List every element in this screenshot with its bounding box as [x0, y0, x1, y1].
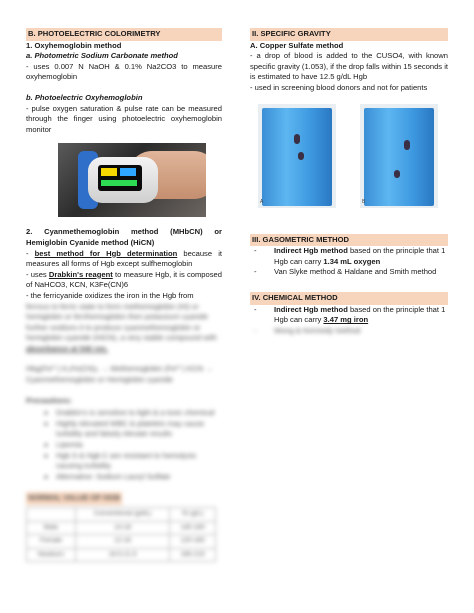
section-header-chemical: IV. CHEMICAL METHOD: [250, 292, 448, 305]
section-header-gasometric: III. GASOMETRIC METHOD: [250, 234, 448, 247]
formula-line-2: Cyanmethemoglobin or Hemiglobin cyanide: [26, 375, 173, 385]
photoelectric-text: - pulse oxygen saturation & pulse rate can be measured through the finger using photoelectric oxyhemoglobin monitor: [26, 103, 222, 134]
tube-a: A: [258, 104, 336, 208]
gasometric-item-2: - Van Slyke method & Haldane and Smith method: [254, 267, 437, 277]
normal-value-table: Conventional (g/dL) SI (g/L) Male 14-18 140-180 Female 12-16 120-160 Newborn 16.5-21.5 165-215: [26, 507, 216, 562]
drabkin-text: - uses Drabkin's reagent to measure Hgb, it is composed of NaHCO3, KCN, K3Fe(CN)6: [26, 269, 222, 290]
right-column: [250, 0, 448, 336]
table-row: Newborn 16.5-21.5 165-215: [27, 548, 216, 562]
section-header-photoelectric: B. PHOTOELECTRIC COLORIMETRY: [26, 28, 222, 41]
tube-b: B: [360, 104, 438, 208]
list-item: ◦ Lipemia: [56, 440, 222, 451]
chemical-item-1: - Indirect Hgb method based on the principle that 1 Hgb can carry 3.47 mg iron: [254, 304, 446, 325]
chemical-item-2: - Wong & Kennedy method: [254, 325, 361, 335]
oxyhemoglobin-title: 1. Oxyhemoglobin method: [26, 40, 122, 50]
best-method-text: - best method for Hgb determination because it measures all forms of Hgb except sulfhemoglobin: [26, 248, 222, 269]
blurred-paragraph: ferrous to ferric state to form methemoglobin (Hi) or hemiglobin or ferrihemoglobin then potassium cyanide further oxidizes it to produce cyanmethemoglobin or hemiglobin cyanide (HiCN), a very stable compound with absorbance at 540 nm. Hbg(Fe²⁺) K₃Fe(CN)₆ → Methemoglobin (Fe³⁺) KCN → Cyanmethemoglobin or Hemiglobin cyanide Precautions: ◦ Drabkin's is sensitive to light & a toxic chemical ◦ Highly elevated WBC & platelets may cause turbidity and falsely elevate results ◦ Lipemia ◦ Hgb S & Hgb C are resistant to hemolysis causing turbidity ◦ Alternative: Sodium Lauryl Sulfate NORMAL VALUE OF HGB Conventional (g/dL) SI (g/L) Male 14-18 140-180 Female 12-16 120-160 Newborn 16.5-21.5 165-215: [26, 302, 222, 563]
precautions-title: Precautions:: [26, 395, 72, 405]
list-item: ◦ Highly elevated WBC & platelets may cause turbidity and falsely elevate results: [56, 419, 222, 440]
pulse-oximeter-photo: [58, 143, 206, 217]
cyanmethemoglobin-title: 2. Cyanmethemoglobin method (MHbCN) or Hemiglobin Cyanide method (HiCN): [26, 227, 222, 247]
left-column: [26, 0, 222, 562]
ferricyanide-text: - the ferricyanide oxidizes the iron in the Hgb from: [26, 290, 194, 300]
photometric-title: a. Photometric Sodium Carbonate method: [26, 51, 178, 61]
screening-text: - used in screening blood donors and not for patients: [250, 82, 428, 92]
copper-sulfate-title: A. Copper Sulfate method: [250, 40, 344, 50]
list-item: ◦ Drabkin's is sensitive to light & a toxic chemical: [56, 408, 222, 419]
gasometric-item-1: - Indirect Hgb method based on the principle that 1 Hgb can carry 1.34 mL oxygen: [254, 246, 446, 266]
list-item: ◦ Alternative: Sodium Lauryl Sulfate: [56, 472, 222, 483]
copper-sulfate-text: - a drop of blood is added to the CUSO4, with known specific gravity (1.053), if the drop falls within 15 seconds it is estimated to have 12.5 g/dL Hgb: [250, 51, 448, 82]
photometric-text: - uses 0.007 N NaOH & 0.1% Na2CO3 to measure oxyhemoglobin: [26, 61, 222, 82]
section-header-specific-gravity: II. SPECIFIC GRAVITY: [250, 28, 448, 41]
photoelectric-title: b. Photoelectric Oxyhemoglobin: [26, 92, 143, 102]
precautions-list: [26, 408, 222, 482]
list-item: ◦ Hgb S & Hgb C are resistant to hemolysis causing turbidity: [56, 451, 222, 472]
formula-line-1: Hbg(Fe²⁺) K₃Fe(CN)₆ → Methemoglobin (Fe³⁺) KCN →: [26, 364, 213, 374]
normal-value-title: NORMAL VALUE OF HGB: [26, 492, 122, 505]
table-row: Female 12-16 120-160: [27, 535, 216, 549]
copper-sulfate-photo: [250, 104, 448, 216]
table-row: Male 14-18 140-180: [27, 521, 216, 535]
